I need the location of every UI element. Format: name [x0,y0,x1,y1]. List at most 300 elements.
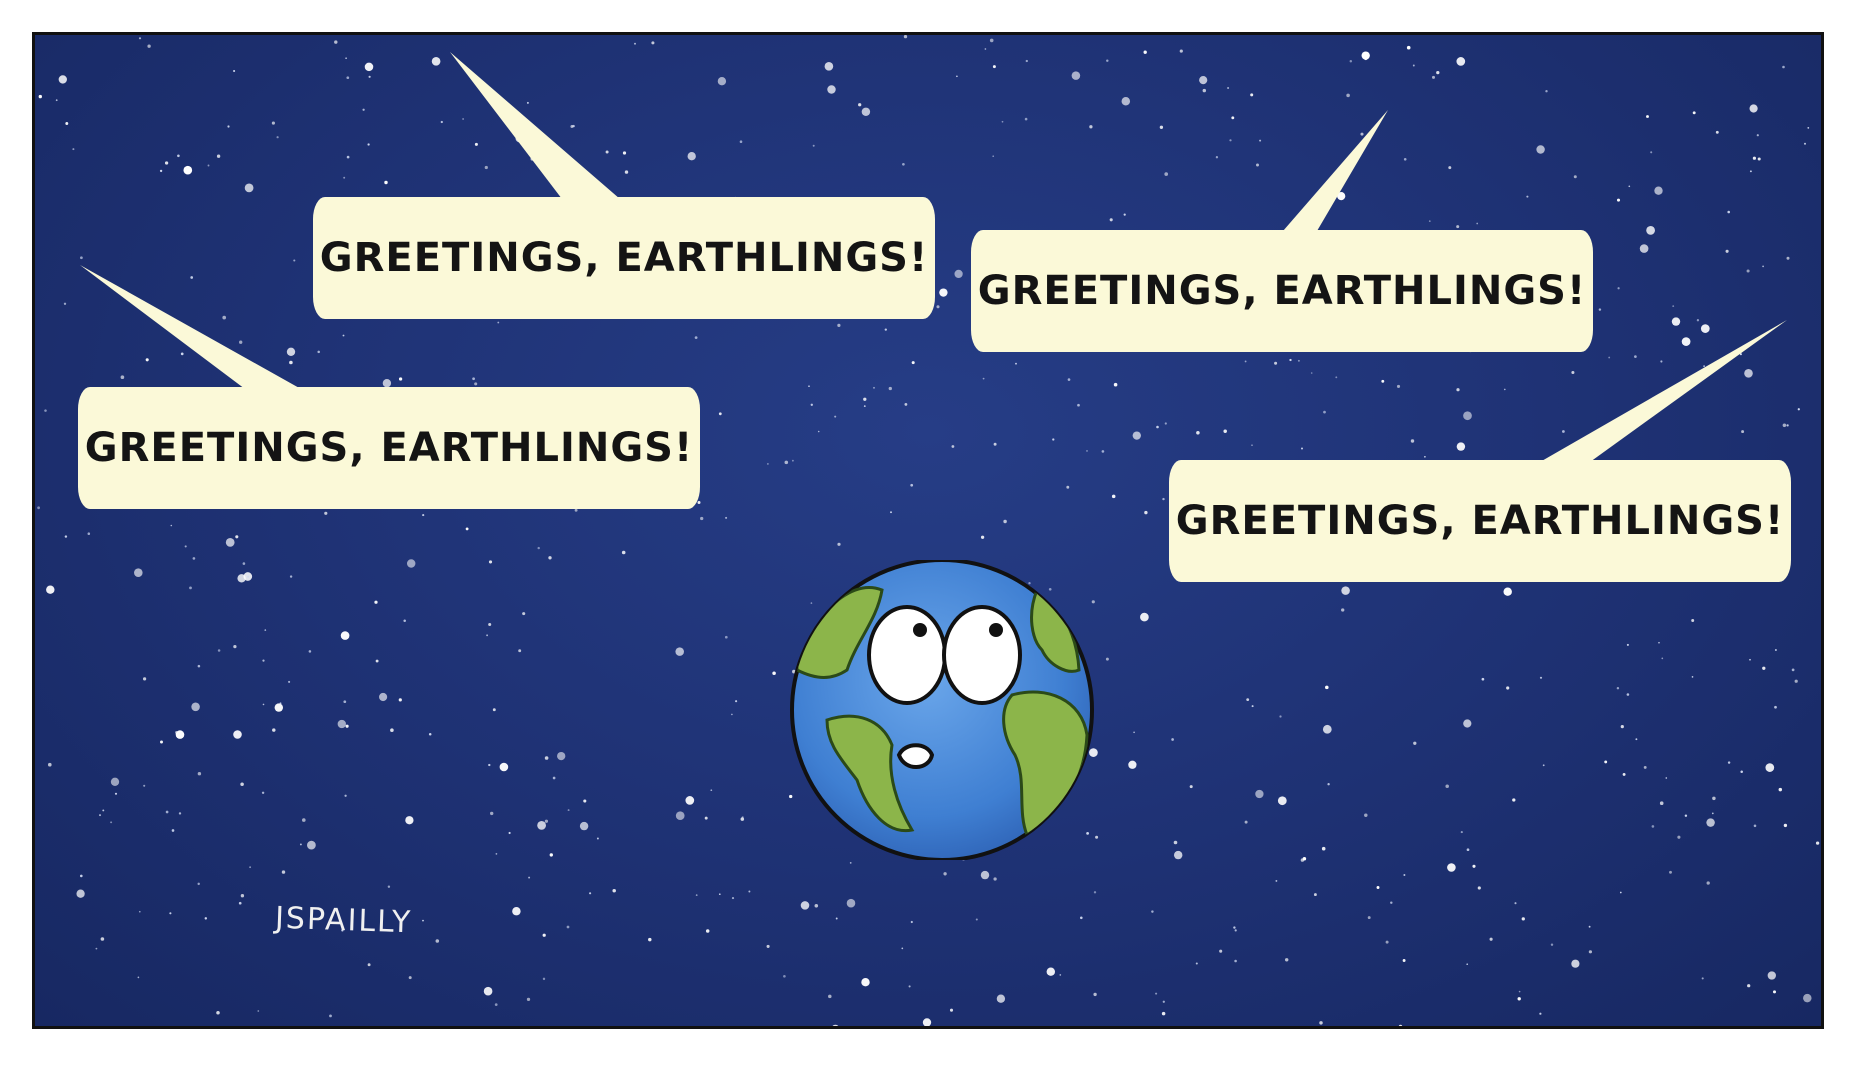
star [1350,60,1352,62]
star [1635,738,1637,740]
star [522,612,525,615]
star [1617,687,1619,689]
star [1399,1025,1402,1028]
star [1234,960,1237,963]
star [685,796,694,805]
star [409,976,412,979]
star [300,843,302,845]
star [997,995,1005,1003]
star [484,987,493,996]
star [1025,118,1028,121]
star [1278,796,1287,805]
star [1174,851,1182,859]
star [1133,431,1141,439]
star [1086,450,1088,452]
star [1407,46,1411,50]
star [1436,71,1439,74]
star [302,818,306,822]
star [1403,959,1406,962]
star [1386,941,1389,944]
star [1364,57,1367,60]
star [1319,1021,1322,1024]
star [1160,126,1163,129]
star [1002,121,1004,123]
star [474,382,477,385]
star [1301,447,1303,449]
star [1447,863,1456,872]
star [902,163,905,166]
star [287,348,295,356]
star [545,756,549,760]
star [1227,87,1229,89]
star [1245,821,1248,824]
star [1795,680,1798,683]
star [1368,916,1371,919]
star [1072,71,1081,80]
star [767,945,770,948]
star [553,777,556,780]
star [1174,841,1178,845]
star [993,65,996,68]
star [193,557,196,560]
star [497,322,499,324]
star [1377,886,1380,889]
star [166,811,169,814]
star [1646,226,1655,235]
star [134,568,143,577]
star [239,341,242,344]
star [237,574,245,582]
star [1456,388,1459,391]
star [249,866,251,868]
star [1762,667,1765,670]
star [1456,57,1465,66]
star [515,134,524,143]
star [719,412,722,415]
star [1504,389,1506,391]
star [783,975,786,978]
star [1216,156,1218,158]
star [160,741,163,744]
star [1015,363,1017,365]
star [99,814,101,816]
star [1094,891,1096,893]
star [277,136,279,138]
star [429,733,432,736]
star [368,963,371,966]
star [1255,790,1263,798]
star [80,256,83,259]
star [160,170,162,172]
star [1540,677,1542,679]
star [1429,220,1431,222]
star [1322,847,1326,851]
star [1620,892,1622,894]
star [309,650,312,653]
star [1102,450,1105,453]
star [1514,902,1516,904]
star [329,1015,332,1018]
star [580,822,588,830]
star [509,832,511,834]
star [48,763,52,767]
star [1341,586,1350,595]
earth-icon [787,560,1097,860]
star [1707,881,1710,884]
star [1779,788,1782,791]
star [956,75,958,77]
star [1080,917,1083,920]
star [815,904,819,908]
star [376,660,379,663]
star [290,575,292,577]
star [1323,411,1326,414]
star [1762,266,1764,268]
star [1741,430,1744,433]
star [1463,411,1472,420]
star [1702,977,1704,979]
star [334,40,337,43]
star [493,708,496,711]
star [39,95,42,98]
star [1245,360,1247,362]
star [1114,383,1118,387]
star [910,484,913,487]
star [1646,115,1649,118]
star [1783,424,1787,428]
star [568,809,570,811]
star [1644,766,1647,769]
star [422,920,424,922]
earth-mouth [899,745,932,767]
star [56,99,58,101]
star [1589,950,1592,953]
star [1574,175,1577,178]
star [1706,818,1714,826]
earth-right-pupil [989,623,1003,637]
star [1551,943,1553,945]
star [543,934,546,937]
star [1289,359,1291,361]
star [1697,319,1699,321]
star [976,918,978,920]
star [1026,60,1028,62]
star [1740,770,1743,773]
star [706,929,710,933]
star [233,730,242,739]
earth-right-eye [944,607,1020,703]
star [1747,984,1750,987]
star [1163,1001,1165,1003]
star [1571,371,1574,374]
star [1256,164,1259,167]
star [65,535,67,537]
star [185,545,187,547]
star [1089,125,1092,128]
star [705,817,708,820]
star [1327,783,1329,785]
star [324,512,327,515]
star [139,37,141,39]
star [1251,444,1253,446]
star [226,538,235,547]
star [557,752,565,760]
star [1672,317,1680,325]
star [1364,814,1367,817]
star [1059,974,1061,976]
star [1669,871,1672,874]
star [72,148,74,150]
star [346,76,349,79]
star [1754,825,1757,828]
star [1162,498,1164,500]
star [548,556,551,559]
earth-left-eye [869,607,945,703]
star [1758,157,1761,160]
star [1323,725,1332,734]
star [1749,659,1751,661]
star [46,585,54,593]
star [1077,404,1080,407]
star [262,660,264,662]
star [1140,613,1149,622]
star [1314,893,1317,896]
speech-bubble-text: GREETINGS, EARTHLINGS! [1175,498,1785,544]
star [205,917,207,919]
star [343,335,345,337]
star [1068,378,1071,381]
star [101,937,105,941]
star [1381,380,1384,383]
star [936,305,939,308]
star [475,143,478,146]
star [1196,431,1200,435]
star [837,324,840,327]
star [1478,886,1481,889]
star [911,921,913,923]
star [172,829,175,832]
comic-panel [32,32,1824,1029]
star [1397,385,1400,388]
star [847,899,856,908]
star [735,700,737,702]
star [1199,76,1207,84]
star [403,619,406,622]
star [289,361,293,365]
star [725,636,728,639]
star [189,587,192,590]
star [545,820,548,823]
star [111,778,119,786]
star [710,789,712,791]
star [374,601,377,604]
star [772,671,776,675]
star [399,377,402,380]
star [827,85,835,93]
star [1246,698,1249,701]
star [1476,223,1478,225]
star [488,764,490,766]
star [889,387,892,390]
star [422,514,424,516]
star [885,328,887,330]
star [257,1010,259,1012]
star [622,551,626,555]
star [1672,305,1674,307]
star [1162,1012,1166,1016]
artist-signature: JSPAILLY [274,900,413,941]
star [1782,66,1785,69]
star [1311,372,1313,374]
star [1543,764,1545,766]
star [518,649,521,652]
star [950,1009,953,1012]
star [1156,426,1159,429]
star [698,501,701,504]
star [64,303,66,305]
star [1335,376,1337,378]
star [1303,857,1307,861]
star [993,877,996,880]
star [1691,619,1694,622]
star [1816,841,1819,844]
star [985,48,987,50]
star [1298,360,1300,362]
star [1726,250,1729,253]
star [399,698,402,701]
star [861,978,869,986]
star [1274,362,1277,365]
star [1522,917,1525,920]
star [1768,971,1776,979]
star [233,70,235,72]
star [909,985,911,987]
star [1787,257,1790,260]
star [343,700,346,703]
star [811,404,813,406]
star [863,398,866,401]
star [245,184,254,193]
star [88,532,91,535]
star [1155,993,1157,995]
star [65,122,68,125]
star [344,795,346,797]
star [489,560,492,563]
star [343,177,345,179]
star [1219,950,1222,953]
star [143,785,145,787]
star [37,506,40,509]
star [388,885,390,887]
star [575,509,578,512]
star [102,809,104,811]
star [218,649,221,652]
star [1747,269,1750,272]
star [1519,991,1521,993]
star [1628,185,1630,187]
star [1203,89,1206,92]
star [1275,880,1277,882]
star [740,140,743,143]
star [990,39,994,43]
star [183,166,192,175]
star [1512,798,1515,801]
star [1259,140,1261,142]
star [462,118,464,120]
star [176,730,185,739]
star [808,385,810,387]
star [121,375,125,379]
star [1151,910,1153,912]
star [1457,442,1465,450]
star [1122,97,1130,105]
star [1144,51,1147,54]
star [527,102,529,104]
star [239,902,242,905]
star [1599,308,1601,310]
star [1164,172,1168,176]
star [688,152,696,160]
star [390,728,394,732]
star [1750,104,1758,112]
star [198,772,201,775]
star [612,889,615,892]
star [1650,151,1652,153]
star [275,703,283,711]
star [1461,831,1463,833]
star [831,1025,839,1029]
star [1171,738,1174,741]
star [1765,763,1774,772]
star [263,704,265,706]
star [1128,761,1136,769]
star [346,725,349,728]
star [732,897,734,899]
star [912,361,915,364]
star [904,35,907,38]
star [1744,369,1753,378]
star [405,816,413,824]
star [80,875,83,878]
star [651,41,654,44]
star [834,416,836,418]
star [538,547,540,549]
star [1774,706,1777,709]
star [1753,157,1756,160]
star [1526,196,1528,198]
star [139,911,141,913]
star [1665,777,1667,779]
star [233,645,236,648]
star [1463,719,1471,727]
star [675,647,684,656]
star [1411,439,1414,442]
star [1728,761,1730,763]
star [262,792,264,794]
star [1235,929,1237,931]
star [1003,520,1006,523]
star [1445,785,1449,789]
star [1798,408,1800,410]
star [179,812,181,814]
star [1346,94,1350,98]
speech-bubble-text: GREETINGS, EARTHLINGS! [977,268,1587,314]
star [486,634,488,636]
star [731,714,733,716]
star [1503,587,1511,595]
star [1545,90,1547,92]
star [1784,824,1787,827]
